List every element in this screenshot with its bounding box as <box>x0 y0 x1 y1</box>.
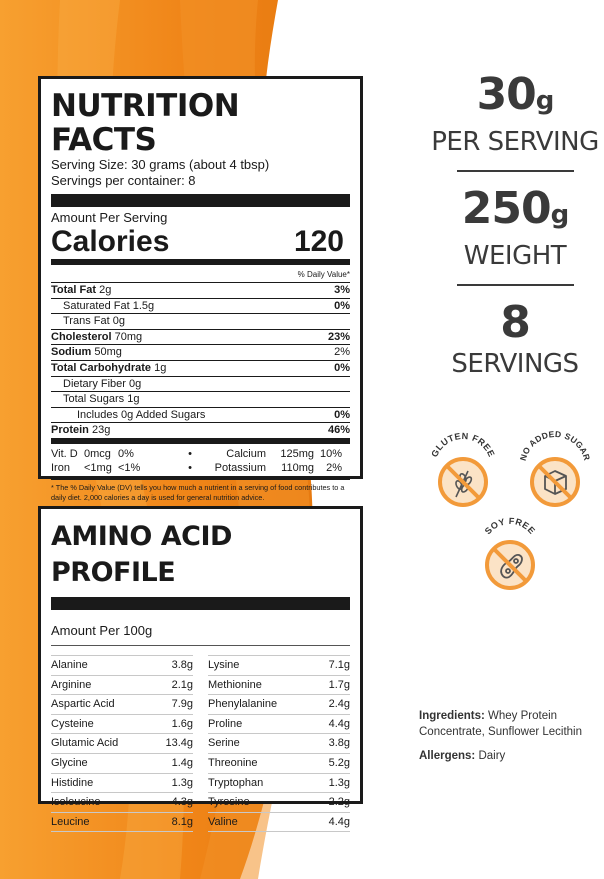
amino-name: Lysine <box>208 659 240 671</box>
amino-row <box>51 754 193 774</box>
iron-dv: <1% <box>118 461 141 474</box>
calcium-dv: 10% <box>319 447 342 460</box>
stat-divider <box>457 170 574 172</box>
nutrient-row-saturated-fat <box>51 299 350 315</box>
amino-value: 8.1g <box>171 815 193 828</box>
nutrient-row-total-carbohydrate <box>51 361 350 377</box>
amino-value: 2.4g <box>328 698 350 711</box>
weight-unit: g <box>550 200 569 230</box>
nutrition-facts-title: NUTRITION FACTS <box>51 88 240 158</box>
daily-value-footnote: * The % Daily Value (DV) tells you how much a nutrient in a serving of food contributes to a daily diet. 2,000 calories a day is used for general nutrition advice. <box>51 479 350 503</box>
amino-name: Leucine <box>51 815 90 828</box>
stat-divider <box>457 284 574 286</box>
soy-free-badge <box>470 508 550 598</box>
serving-label: PER SERVING <box>431 127 599 157</box>
nutrient-dv: 2% <box>334 346 350 359</box>
nutrient-row-trans-fat <box>51 314 350 330</box>
nutrient-dv: 46% <box>327 424 350 437</box>
calcium-label: Calcium <box>226 447 266 460</box>
amino-value: 3.8g <box>171 659 193 671</box>
ingredients-label: Ingredients: <box>419 710 485 722</box>
amino-value: 7.1g <box>328 659 350 671</box>
gluten-free-label: GLUTEN FREE <box>429 430 497 459</box>
amount-per-100g: Amount Per 100g <box>51 622 350 646</box>
amino-row <box>51 793 193 813</box>
nutrient-amount: 0g <box>112 315 125 328</box>
amino-name: Serine <box>208 737 240 750</box>
nutrient-amount: 70mg <box>114 330 143 343</box>
amino-name: Tryptophan <box>208 776 264 789</box>
amino-name: Glutamic Acid <box>51 737 119 750</box>
serving-size-stat <box>430 70 600 126</box>
amino-name: Methionine <box>208 678 262 691</box>
potassium-amount: 110mg <box>281 461 314 474</box>
allergens-text <box>419 748 505 764</box>
amino-row <box>51 715 193 735</box>
nutrient-amount: 23g <box>91 424 111 437</box>
amino-row <box>51 774 193 794</box>
nutrient-row-protein <box>51 423 350 444</box>
amino-value: 2.1g <box>171 678 193 691</box>
amino-value: 4.4g <box>328 815 350 828</box>
amino-row <box>51 813 193 833</box>
nutrient-dv: 0% <box>334 361 350 374</box>
nutrition-facts-panel <box>38 76 363 502</box>
allergens-value: Dairy <box>478 750 506 762</box>
amino-column-left <box>51 655 193 832</box>
ingredients-text <box>419 708 599 740</box>
calories-label: Calories <box>51 225 170 258</box>
no-added-sugar-badge <box>515 425 595 515</box>
nutrient-name: Saturated Fat <box>63 299 130 312</box>
nutrient-amount: 50mg <box>94 346 122 359</box>
amino-value: 4.3g <box>171 796 193 809</box>
ingredients-value: Whey Protein Concentrate, Sunflower Lecithin <box>419 710 583 738</box>
amino-name: Glycine <box>51 756 88 769</box>
svg-text:SOY FREE <box>483 516 538 536</box>
amino-name: Aspartic Acid <box>51 698 115 711</box>
amino-row <box>51 676 193 696</box>
amino-row <box>208 715 350 735</box>
amino-value: 1.6g <box>171 717 193 730</box>
amino-value: 5.2g <box>328 756 350 769</box>
amino-column-right <box>208 655 350 832</box>
stats-column <box>430 70 600 380</box>
amino-name: Isoleucine <box>51 796 101 809</box>
gluten-free-badge <box>423 425 503 515</box>
iron-label: Iron <box>51 461 70 474</box>
nutrient-name: Total Fat <box>51 284 97 296</box>
svg-text:NO ADDED SUGAR <box>518 429 593 462</box>
calories-value: 120 <box>293 225 344 258</box>
amino-row <box>208 774 350 794</box>
nutrient-row-total-sugars <box>51 392 350 408</box>
nutrient-amount: 1.5g <box>132 299 155 312</box>
amino-value: 7.9g <box>171 698 193 711</box>
amino-value: 4.4g <box>328 717 350 730</box>
amino-row <box>208 695 350 715</box>
nutrient-amount: 0g <box>129 377 142 390</box>
servings-per-container: Servings per container: 8 <box>51 173 196 188</box>
bullet: • <box>188 447 192 460</box>
nutrient-dv: 0% <box>334 408 350 421</box>
amino-name: Threonine <box>208 756 258 769</box>
nutrient-name: Total Sugars <box>63 393 125 406</box>
weight-value: 250 <box>461 183 551 234</box>
nutrient-row-added-sugars <box>51 408 350 424</box>
amino-acid-table <box>51 655 350 832</box>
weight-stat <box>430 184 600 240</box>
vitd-dv: 0% <box>118 447 134 460</box>
nutrient-amount: 2g <box>99 284 112 296</box>
nutrient-name: Protein <box>51 424 89 437</box>
amino-name: Valine <box>208 815 238 828</box>
amino-name: Proline <box>208 717 243 730</box>
amino-value: 2.2g <box>328 796 350 809</box>
minerals-grid <box>51 447 350 475</box>
nutrient-amount: 1g <box>127 393 140 406</box>
amino-value: 1.4g <box>171 756 193 769</box>
amino-name: Alanine <box>51 659 88 671</box>
amino-row <box>51 695 193 715</box>
amino-name: Arginine <box>51 678 92 691</box>
divider-medium <box>51 259 350 265</box>
nutrient-dv: 3% <box>334 284 350 296</box>
amino-name: Histidine <box>51 776 94 789</box>
nutrient-name: Sodium <box>51 346 92 359</box>
amino-row <box>208 676 350 696</box>
nutrient-dv: 0% <box>334 299 350 312</box>
calcium-amount: 125mg <box>280 447 314 460</box>
allergens-label: Allergens: <box>419 750 476 762</box>
vitd-label: Vit. D <box>51 447 78 460</box>
amino-row <box>51 655 193 676</box>
potassium-label: Potassium <box>214 461 266 474</box>
nutrient-dv: 23% <box>327 330 350 343</box>
amino-name: Tyrosine <box>208 796 250 809</box>
amount-per-serving: Amount Per Serving <box>51 210 168 225</box>
serving-unit: g <box>535 86 554 116</box>
bullet: • <box>188 461 192 474</box>
divider-thick <box>51 597 350 610</box>
amino-row <box>208 793 350 813</box>
nutrient-name: Dietary Fiber <box>63 377 126 390</box>
amino-value: 13.4g <box>165 737 193 750</box>
amino-row <box>208 655 350 676</box>
calories-row <box>51 225 350 257</box>
no-added-sugar-label: NO ADDED SUGAR <box>517 428 593 462</box>
nutrient-row-total-fat <box>51 283 350 299</box>
amino-value: 1.7g <box>328 678 350 691</box>
svg-text:GLUTEN FREE <box>429 431 497 459</box>
daily-value-header: % Daily Value* <box>51 269 350 283</box>
servings-stat: 8 <box>500 297 530 348</box>
nutrient-row-cholesterol <box>51 330 350 346</box>
nutrient-name: Cholesterol <box>51 330 112 343</box>
vitd-amount: 0mcg <box>84 447 111 460</box>
amino-row <box>51 734 193 754</box>
amino-name: Phenylalanine <box>208 698 278 711</box>
weight-label: WEIGHT <box>463 241 567 271</box>
potassium-dv: 2% <box>326 461 342 474</box>
servings-label: SERVINGS <box>451 349 579 379</box>
amino-row <box>208 813 350 833</box>
nutrient-name: Includes 0g Added Sugars <box>77 408 206 421</box>
nutrient-row-dietary-fiber <box>51 377 350 393</box>
amino-value: 3.8g <box>328 737 350 750</box>
soy-free-label: SOY FREE <box>482 515 538 537</box>
amino-row <box>208 754 350 774</box>
nutrient-amount: 1g <box>154 361 167 374</box>
serving-value: 30 <box>476 69 536 120</box>
iron-amount: <1mg <box>84 461 112 474</box>
nutrient-name: Trans Fat <box>63 315 110 328</box>
amino-acid-panel <box>38 506 363 828</box>
divider-thick <box>51 194 350 207</box>
amino-name: Cysteine <box>51 717 94 730</box>
amino-row <box>208 734 350 754</box>
nutrient-name: Total Carbohydrate <box>51 361 152 374</box>
nutrient-row-sodium <box>51 345 350 361</box>
amino-value: 1.3g <box>328 776 350 789</box>
amino-acid-title: AMINO ACID PROFILE <box>51 521 232 588</box>
amino-value: 1.3g <box>171 776 193 789</box>
serving-size: Serving Size: 30 grams (about 4 tbsp) <box>51 157 270 172</box>
